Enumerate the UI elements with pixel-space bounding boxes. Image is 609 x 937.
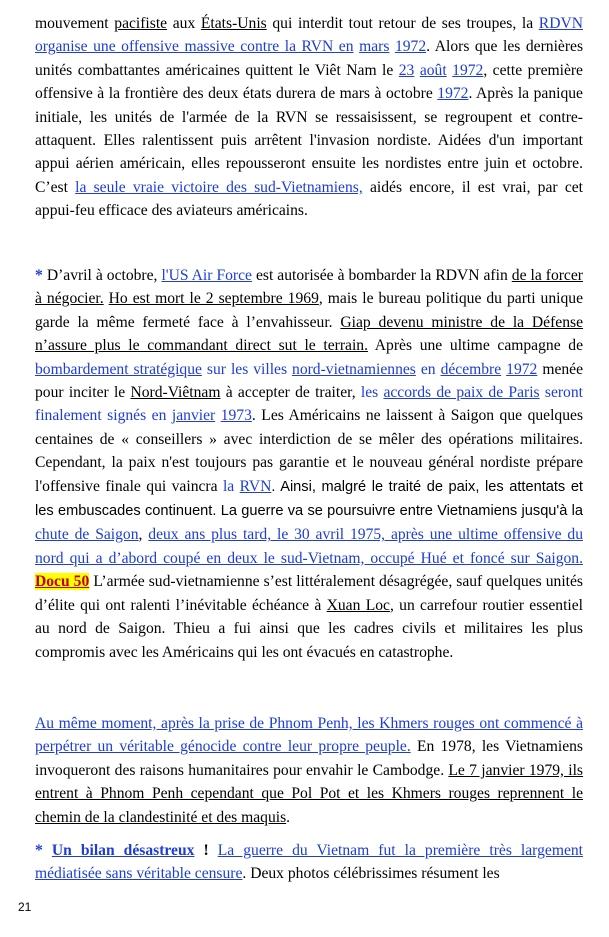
- link-1972[interactable]: 1972: [506, 360, 538, 378]
- text-run: aidés encore, il est vrai, par cet appui-feu efficace des aviateurs américains.: [35, 178, 583, 220]
- text-run: , cette première offensive à la frontière des deux états durera de mars à octobre: [35, 61, 583, 103]
- link-rvn[interactable]: RVN: [239, 477, 272, 495]
- link-bombardement[interactable]: bombardement stratégique: [35, 360, 202, 378]
- paragraph-bombardements: [35, 264, 583, 664]
- text-run: D’avril à octobre,: [46, 267, 162, 284]
- text-run: ,: [138, 526, 149, 544]
- underlined-text: de la forcer à négocier.: [35, 267, 583, 308]
- link-offensive[interactable]: organise une offensive massive contre la RVN en: [35, 38, 354, 56]
- link-nord-vietnam[interactable]: Nord-Viêtnam: [130, 384, 221, 402]
- text-run: les: [360, 384, 384, 402]
- underlined-text: Ho est mort le 2 septembre 1969: [108, 290, 319, 308]
- text-run: mouvement: [35, 15, 115, 32]
- link-decembre[interactable]: décembre: [440, 360, 502, 378]
- text-run: est autorisée à bombarder la RDVN afin: [251, 267, 512, 284]
- link-chute-saigon[interactable]: chute de Saigon: [35, 526, 139, 544]
- asterisk-marker: *: [35, 842, 52, 859]
- asterisk-marker: *: [35, 267, 47, 284]
- paragraph-bilan: [35, 839, 583, 886]
- link-us-air-force[interactable]: l': [161, 267, 169, 284]
- text-run: . Après la panique initiale, les unités de l'armée de la RVN se ressaisissent, se regroupent et contre-attaquent. Elles ralentissent puis arrêtent l'invasion nordiste. Aidées d'un important appui aérien américain, elles repousseront ensuite les nordistes entre juin et octobre. C’est: [35, 85, 583, 196]
- text-run: . Alors que les dernières unités combattantes américaines quittent le Viêt Nam le: [35, 38, 584, 79]
- link-1972[interactable]: 1972: [394, 38, 427, 56]
- link-janvier[interactable]: janvier: [171, 407, 216, 425]
- underlined-text: Giap devenu ministre de la Défense n’assure plus le commandant direct sut le terrain.: [35, 313, 583, 355]
- text-run: . Les Américains ne laissent à Saigon que quelques centaines de « conseillers » avec interdiction de se mêler des opérations militaires. Cependant, la paix n'est toujours pas garantie et le nouveau général nordiste prépare l'offensive finale qui vaincra: [35, 407, 584, 495]
- text-run: qui interdit tout retour de ses troupes, la: [266, 15, 539, 32]
- link-1972[interactable]: 1972: [437, 85, 469, 103]
- link-30-avril-1975[interactable]: deux ans plus tard, le 30 avril 1975, après une ultime offensive du nord qui a d’abord coupé en deux le sud-Vietnam, occupé Hué et foncé sur Saigon.: [35, 526, 583, 567]
- paragraph-khmers-rouges: [35, 712, 583, 829]
- text-run: , un carrefour routier essentiel au nord de Saigon. Thieu a fui ainsi que les cadres civils et militaires les plus compromis avec les Américains qui les ont évacués en catastrophe.: [35, 596, 584, 661]
- text-run: Après une ultime campagne de: [367, 337, 584, 355]
- link-rdvn[interactable]: RDVN: [538, 15, 583, 32]
- link-1973[interactable]: 1973: [220, 407, 252, 425]
- text-run: en: [415, 360, 441, 378]
- link-etats-unis[interactable]: États-Unis: [200, 15, 267, 32]
- paragraph-offensive-1972: [35, 12, 583, 223]
- text-run: à accepter de traiter,: [220, 384, 361, 402]
- link-aout[interactable]: août: [419, 61, 447, 79]
- underlined-text: Le 7 janvier 1979, ils entrent à Phnom Penh cependant que Pol Pot et les Khmers rouges reprennent le chemin de la clandestinité et des maquis: [35, 761, 584, 826]
- text-run: la: [222, 477, 240, 495]
- text-run: .: [286, 808, 291, 826]
- link-seule-victoire[interactable]: la seule vraie victoire des sud-Vietnamiens,: [75, 178, 363, 196]
- text-run: . Ainsi, malgré le traité de paix, les attentats et les embuscades continuent. La guerre va se poursuivre entre Vietnamiens jusqu'à la: [35, 478, 583, 520]
- link-mars[interactable]: mars: [359, 38, 390, 56]
- docu-50-reference[interactable]: Docu 50: [35, 573, 90, 591]
- link-23[interactable]: 23: [398, 61, 415, 79]
- text-run: seront finalement signés en: [35, 384, 583, 425]
- text-run: L’armée sud-vietnamienne s’est littéralement désagrégée, sauf quelques unités d’élite qui ont ralenti l’inévitable échéance à: [35, 573, 583, 614]
- text-run: En 1978, les Vietnamiens invoqueront des raisons humanitaires pour envahir le Cambodge.: [35, 738, 583, 779]
- text-run: aux: [167, 15, 201, 32]
- link-1972[interactable]: 1972: [452, 61, 484, 79]
- link-accords-paris[interactable]: accords de paix de Paris: [383, 384, 540, 402]
- heading-bilan-desastreux[interactable]: Un bilan désastreux: [51, 842, 195, 859]
- link-mediatisee[interactable]: La guerre du Vietnam fut la première très largement médiatisée sans véritable censure: [35, 842, 583, 883]
- link-xuan-loc[interactable]: Xuan Loc: [326, 596, 390, 614]
- link-genocide[interactable]: Au même moment, après la prise de Phnom Penh, les Khmers rouges ont commencé à perpétrer un véritable génocide contre leur propre peuple.: [35, 715, 583, 756]
- text-run: . Deux photos célébrissimes résument les: [242, 865, 500, 883]
- page-number: 21: [18, 900, 32, 914]
- text-run: , mais le bureau politique du parti unique garde la même fermeté face à l’envahisseur.: [35, 290, 584, 331]
- link-nord-vietnamiennes[interactable]: nord-vietnamiennes: [292, 360, 416, 378]
- link-pacifiste[interactable]: pacifiste: [114, 15, 168, 32]
- link-us-air-force[interactable]: US Air Force: [168, 267, 252, 284]
- text-run: !: [194, 842, 218, 859]
- text-run: sur les villes: [201, 360, 293, 378]
- text-run: menée pour inciter le: [35, 360, 584, 402]
